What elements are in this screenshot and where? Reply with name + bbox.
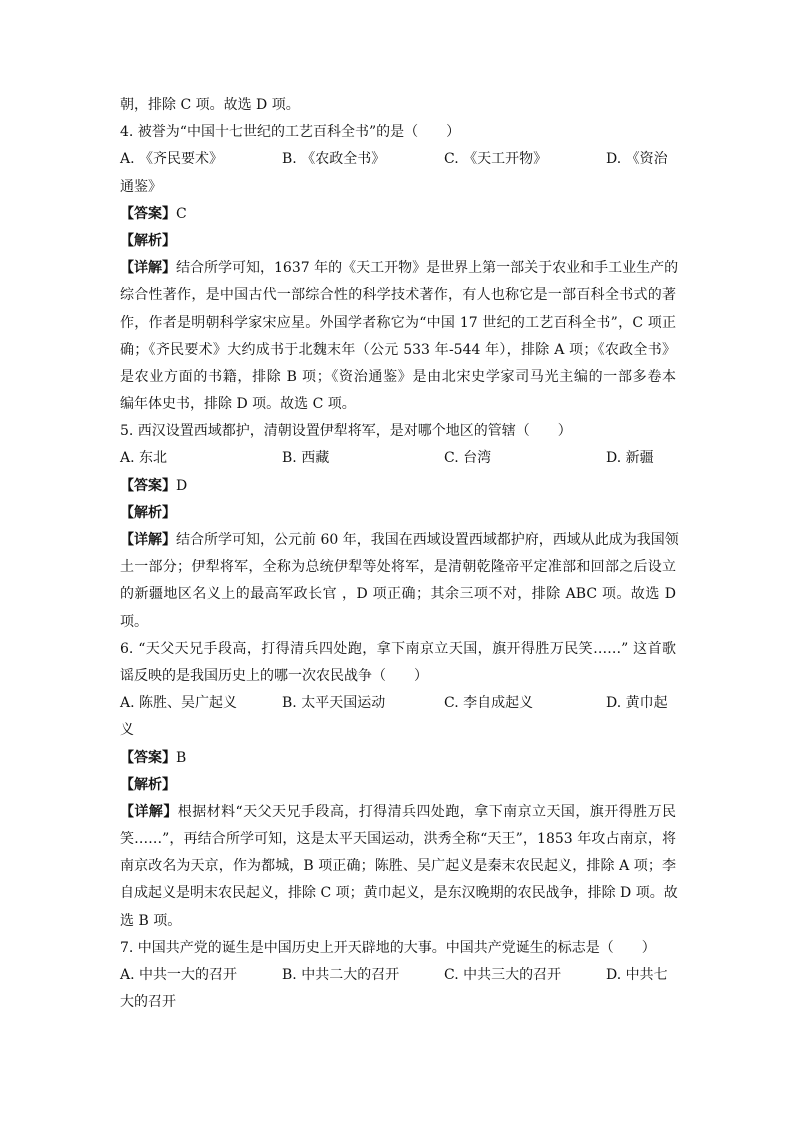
question-6-options — [120, 690, 676, 717]
question-4-options — [120, 146, 676, 173]
detail-line — [120, 799, 676, 826]
option-d: D. 中共七 — [606, 967, 668, 983]
option-d: D. 新疆 — [606, 450, 654, 467]
answer-line — [120, 201, 676, 228]
option-d-continued: 义 — [120, 722, 134, 739]
document-page — [120, 92, 679, 1016]
option-c: C. 台湾 — [444, 450, 492, 467]
question-7-stem: 7. 中国共产党的诞生是中国历史上开天辟地的大事。中国共产党诞生的标志是（ ） — [120, 939, 656, 956]
question-6-stem-cont: 谣反映的是我国历史上的哪一次农民战争（ ） — [120, 667, 428, 684]
answer-line — [120, 473, 676, 500]
detail-line: 的新疆地区名义上的最高军政长官 ，D 项正确；其余三项不对，排除 ABC 项。故选 D — [120, 586, 676, 603]
detail-line — [120, 527, 679, 554]
detail-label: 【详解】 — [120, 803, 178, 820]
option-b: B. 西藏 — [282, 450, 330, 467]
detail-line: 自成起义是明末农民起义，排除 C 项；黄巾起义，是东汉晚期的农民战争，排除 D 项。故 — [120, 885, 678, 902]
question-4-stem: 4. 被誉为“中国十七世纪的工艺百科全书”的是（ ） — [120, 124, 461, 141]
question-5-stem: 5. 西汉设置西域都护，清朝设置伊犁将军，是对哪个地区的管辖（ ） — [120, 423, 572, 440]
option-d: D. 《资治 — [606, 151, 668, 168]
option-b: B. 《农政全书》 — [282, 151, 386, 168]
analysis-label: 【解析】 — [120, 776, 176, 793]
option-c: C. 中共三大的召开 — [444, 967, 562, 983]
option-c: C. 李自成起义 — [444, 695, 534, 712]
analysis-label: 【解析】 — [120, 232, 176, 249]
answer-value: D — [176, 477, 188, 494]
answer-label: 【答案】 — [120, 477, 176, 494]
option-a: A. 陈胜、吴广起义 — [120, 695, 238, 712]
analysis-label: 【解析】 — [120, 504, 176, 521]
option-a: A. 东北 — [120, 450, 168, 467]
question-7-options — [120, 962, 676, 989]
option-b: B. 太平天国运动 — [282, 695, 386, 712]
option-d-continued: 通鉴》 — [120, 178, 162, 195]
option-d-continued: 大的召开 — [120, 994, 176, 1011]
option-c: C. 《天工开物》 — [444, 151, 548, 168]
answer-value: B — [176, 749, 187, 766]
detail-line: 编年体史书，排除 D 项。故选 C 项。 — [120, 396, 356, 413]
option-a: A. 《齐民要术》 — [120, 151, 224, 168]
option-b: B. 中共二大的召开 — [282, 967, 400, 983]
answer-value: C — [176, 205, 187, 222]
detail-line: 笑……”，再结合所学可知，这是太平天国运动，洪秀全称“天王”，1853 年攻占南京，将 — [120, 831, 676, 848]
answer-label: 【答案】 — [120, 749, 176, 766]
question-6-stem: 6. “天父天兄手段高，打得清兵四处跑，拿下南京立天国，旗开得胜万民笑……” 这首歌 — [120, 640, 676, 657]
detail-line: 作，作者是明朝科学家宋应星。外国学者称它为“中国 17 世纪的工艺百科全书”，C 项正 — [120, 314, 676, 331]
option-a: A. 中共一大的召开 — [120, 967, 238, 983]
detail-line: 确；《齐民要术》大约成书于北魏末年（公元 533 年-544 年），排除 A 项；《农政全书》 — [120, 341, 676, 358]
question-5-options — [120, 445, 676, 472]
detail-line: 是农业方面的书籍，排除 B 项；《资治通鉴》是由北宋史学家司马光主编的一部多卷本 — [120, 368, 676, 385]
detail-label: 【详解】 — [120, 260, 176, 277]
detail-text: 结合所学可知，公元前 60 年，我国在西域设置西域都护府，西域从此成为我国领 — [176, 532, 679, 548]
answer-label: 【答案】 — [120, 205, 176, 222]
text-line: 朝，排除 C 项。故选 D 项。 — [120, 97, 300, 113]
answer-line — [120, 745, 676, 772]
detail-line — [120, 255, 679, 282]
detail-line: 选 B 项。 — [120, 912, 182, 929]
detail-line: 项。 — [120, 613, 148, 630]
detail-text: 结合所学可知，1637 年的《天工开物》是世界上第一部关于农业和手工业生产的 — [176, 260, 679, 277]
option-d: D. 黄巾起 — [606, 695, 668, 712]
detail-line: 土一部分；伊犁将军，全称为总统伊犁等处将军，是清朝乾隆帝平定准部和回部之后设立 — [120, 559, 676, 576]
detail-line: 南京改名为天京，作为都城，B 项正确；陈胜、吴广起义是秦末农民起义，排除 A 项；李 — [120, 858, 676, 875]
detail-text: 根据材料“天父天兄手段高，打得清兵四处跑，拿下南京立天国，旗开得胜万民 — [177, 803, 677, 820]
detail-line: 综合性著作，是中国古代一部综合性的科学技术著作，有人也称它是一部百科全书式的著 — [120, 287, 676, 304]
detail-label: 【详解】 — [120, 532, 176, 548]
